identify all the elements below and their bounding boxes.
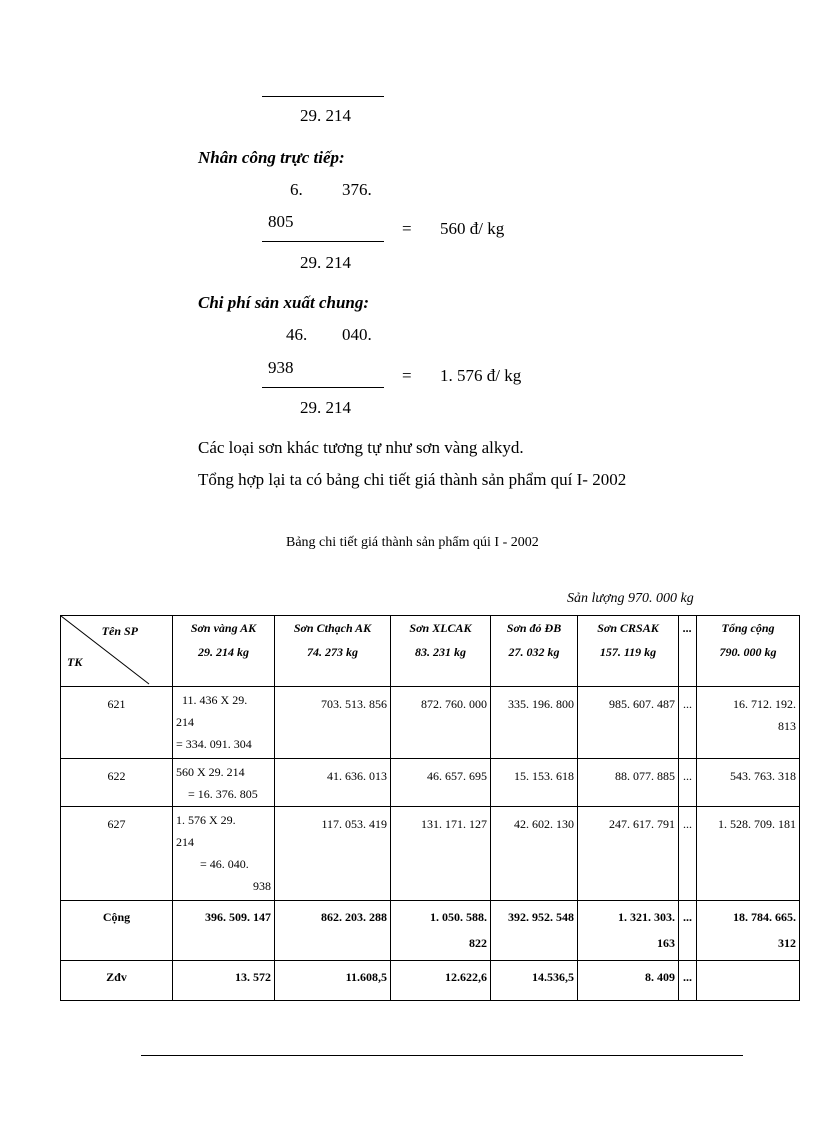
table-row-total bbox=[61, 901, 800, 961]
header-qty: 27. 032 kg bbox=[508, 645, 560, 659]
overhead-result: 1. 576 đ/ kg bbox=[440, 366, 522, 385]
value-line: 1. 321. 303. bbox=[618, 910, 675, 924]
value-cell: 131. 171. 127 bbox=[391, 807, 491, 901]
ellipsis-cell: ... bbox=[679, 961, 697, 1001]
overhead-numerator-c: 938 bbox=[268, 358, 294, 377]
table-title: Bảng chi tiết giá thành sản phẩm qúi I - 2002 bbox=[286, 535, 539, 550]
calc-cell bbox=[173, 687, 275, 759]
table-row bbox=[61, 687, 800, 759]
value-cell: 703. 513. 856 bbox=[275, 687, 391, 759]
value-line: 312 bbox=[778, 936, 796, 950]
account-cell: 621 bbox=[61, 687, 173, 759]
calc-line: 938 bbox=[253, 879, 271, 893]
total-cell bbox=[697, 901, 800, 961]
value-line: 163 bbox=[657, 936, 675, 950]
cost-table bbox=[60, 615, 800, 1001]
fraction-line-overhead bbox=[262, 387, 384, 388]
overhead-numerator-a: 46. bbox=[286, 325, 308, 344]
header-product bbox=[275, 616, 391, 687]
bottom-rule bbox=[141, 1055, 743, 1056]
ellipsis-cell: ... bbox=[679, 901, 697, 961]
value-cell: 392. 952. 548 bbox=[491, 901, 578, 961]
value-cell: 13. 572 bbox=[173, 961, 275, 1001]
output-note: Sản lượng 970. 000 kg bbox=[567, 591, 694, 606]
header-name: Sơn XLCAK bbox=[409, 621, 472, 635]
value-cell bbox=[391, 901, 491, 961]
labor-equals: = bbox=[402, 219, 412, 238]
value-line: 822 bbox=[469, 936, 487, 950]
header-name: Sơn Cthạch AK bbox=[293, 621, 372, 635]
calc-line: 1. 576 X 29. bbox=[176, 813, 236, 827]
header-ellipsis bbox=[679, 616, 697, 687]
labor-numerator-c: 805 bbox=[268, 212, 294, 231]
value-cell: 335. 196. 800 bbox=[491, 687, 578, 759]
header-name: ... bbox=[683, 621, 692, 635]
labor-denominator: 29. 214 bbox=[300, 253, 351, 272]
header-product bbox=[491, 616, 578, 687]
calc-line: 11. 436 X 29. bbox=[182, 693, 248, 707]
header-qty: 74. 273 kg bbox=[307, 645, 358, 659]
ellipsis-cell: ... bbox=[679, 807, 697, 901]
value-cell: 88. 077. 885 bbox=[578, 759, 679, 807]
calc-line: 214 bbox=[176, 835, 194, 849]
header-qty: 83. 231 kg bbox=[415, 645, 466, 659]
table-header-row bbox=[61, 616, 800, 687]
fraction-line-top bbox=[262, 96, 384, 97]
calc-line: 560 X 29. 214 bbox=[176, 765, 245, 779]
total-cell bbox=[697, 687, 800, 759]
table-row bbox=[61, 759, 800, 807]
calc-line: = 16. 376. 805 bbox=[188, 787, 258, 801]
value-cell: 14.536,5 bbox=[491, 961, 578, 1001]
ellipsis-cell: ... bbox=[679, 687, 697, 759]
ellipsis-cell: ... bbox=[679, 759, 697, 807]
corner-label-account: TK bbox=[67, 655, 83, 669]
header-product bbox=[173, 616, 275, 687]
account-cell: 622 bbox=[61, 759, 173, 807]
header-qty: 29. 214 kg bbox=[198, 645, 249, 659]
labor-heading: Nhân công trực tiếp: bbox=[198, 148, 345, 167]
header-name: Tổng cộng bbox=[721, 621, 775, 635]
total-cell: 1. 528. 709. 181 bbox=[697, 807, 800, 901]
value-cell: 872. 760. 000 bbox=[391, 687, 491, 759]
header-total bbox=[697, 616, 800, 687]
account-cell: 627 bbox=[61, 807, 173, 901]
corner-label-product: Tên SP bbox=[101, 624, 138, 638]
value-line: 1. 050. 588. bbox=[430, 910, 487, 924]
value-cell: 862. 203. 288 bbox=[275, 901, 391, 961]
total-cell bbox=[697, 961, 800, 1001]
value-cell: 46. 657. 695 bbox=[391, 759, 491, 807]
overhead-denominator: 29. 214 bbox=[300, 398, 351, 417]
value-cell: 11.608,5 bbox=[275, 961, 391, 1001]
value-cell: 117. 053. 419 bbox=[275, 807, 391, 901]
value-cell: 8. 409 bbox=[578, 961, 679, 1001]
value-cell bbox=[578, 901, 679, 961]
total-line: 16. 712. 192. bbox=[733, 697, 796, 711]
total-line: 813 bbox=[778, 719, 796, 733]
paragraph-line-1: Các loại sơn khác tương tự như sơn vàng alkyd. bbox=[198, 438, 524, 457]
overhead-heading: Chi phí sản xuất chung: bbox=[198, 293, 370, 312]
calc-line: = 46. 040. bbox=[200, 857, 249, 871]
header-name: Sơn CRSAK bbox=[597, 621, 659, 635]
value-cell: 985. 607. 487 bbox=[578, 687, 679, 759]
table-row bbox=[61, 807, 800, 901]
value-cell: 396. 509. 147 bbox=[173, 901, 275, 961]
calc-line: = 334. 091. 304 bbox=[176, 737, 252, 751]
labor-numerator-a: 6. bbox=[290, 180, 303, 199]
paragraph-line-2: Tổng hợp lại ta có bảng chi tiết giá thành sản phẩm quí I- 2002 bbox=[198, 470, 627, 489]
denominator-top: 29. 214 bbox=[300, 106, 351, 125]
total-cell: 543. 763. 318 bbox=[697, 759, 800, 807]
account-cell: Cộng bbox=[61, 901, 173, 961]
header-product bbox=[391, 616, 491, 687]
value-cell: 12.622,6 bbox=[391, 961, 491, 1001]
calc-cell bbox=[173, 807, 275, 901]
header-name: Sơn vàng AK bbox=[190, 621, 257, 635]
calc-line: 214 bbox=[176, 715, 194, 729]
header-corner-cell bbox=[61, 616, 173, 687]
account-cell: Zđv bbox=[61, 961, 173, 1001]
fraction-line-labor bbox=[262, 241, 384, 242]
calc-cell bbox=[173, 759, 275, 807]
header-qty: 790. 000 kg bbox=[719, 645, 777, 659]
value-cell: 41. 636. 013 bbox=[275, 759, 391, 807]
header-name: Sơn đỏ ĐB bbox=[506, 621, 562, 635]
value-cell: 247. 617. 791 bbox=[578, 807, 679, 901]
labor-result: 560 đ/ kg bbox=[440, 219, 505, 238]
overhead-equals: = bbox=[402, 366, 412, 385]
header-qty: 157. 119 kg bbox=[599, 645, 657, 659]
value-cell: 42. 602. 130 bbox=[491, 807, 578, 901]
header-product bbox=[578, 616, 679, 687]
value-line: 18. 784. 665. bbox=[733, 910, 796, 924]
labor-numerator-b: 376. bbox=[342, 180, 372, 199]
table-row-unit-cost bbox=[61, 961, 800, 1001]
value-cell: 15. 153. 618 bbox=[491, 759, 578, 807]
overhead-numerator-b: 040. bbox=[342, 325, 372, 344]
